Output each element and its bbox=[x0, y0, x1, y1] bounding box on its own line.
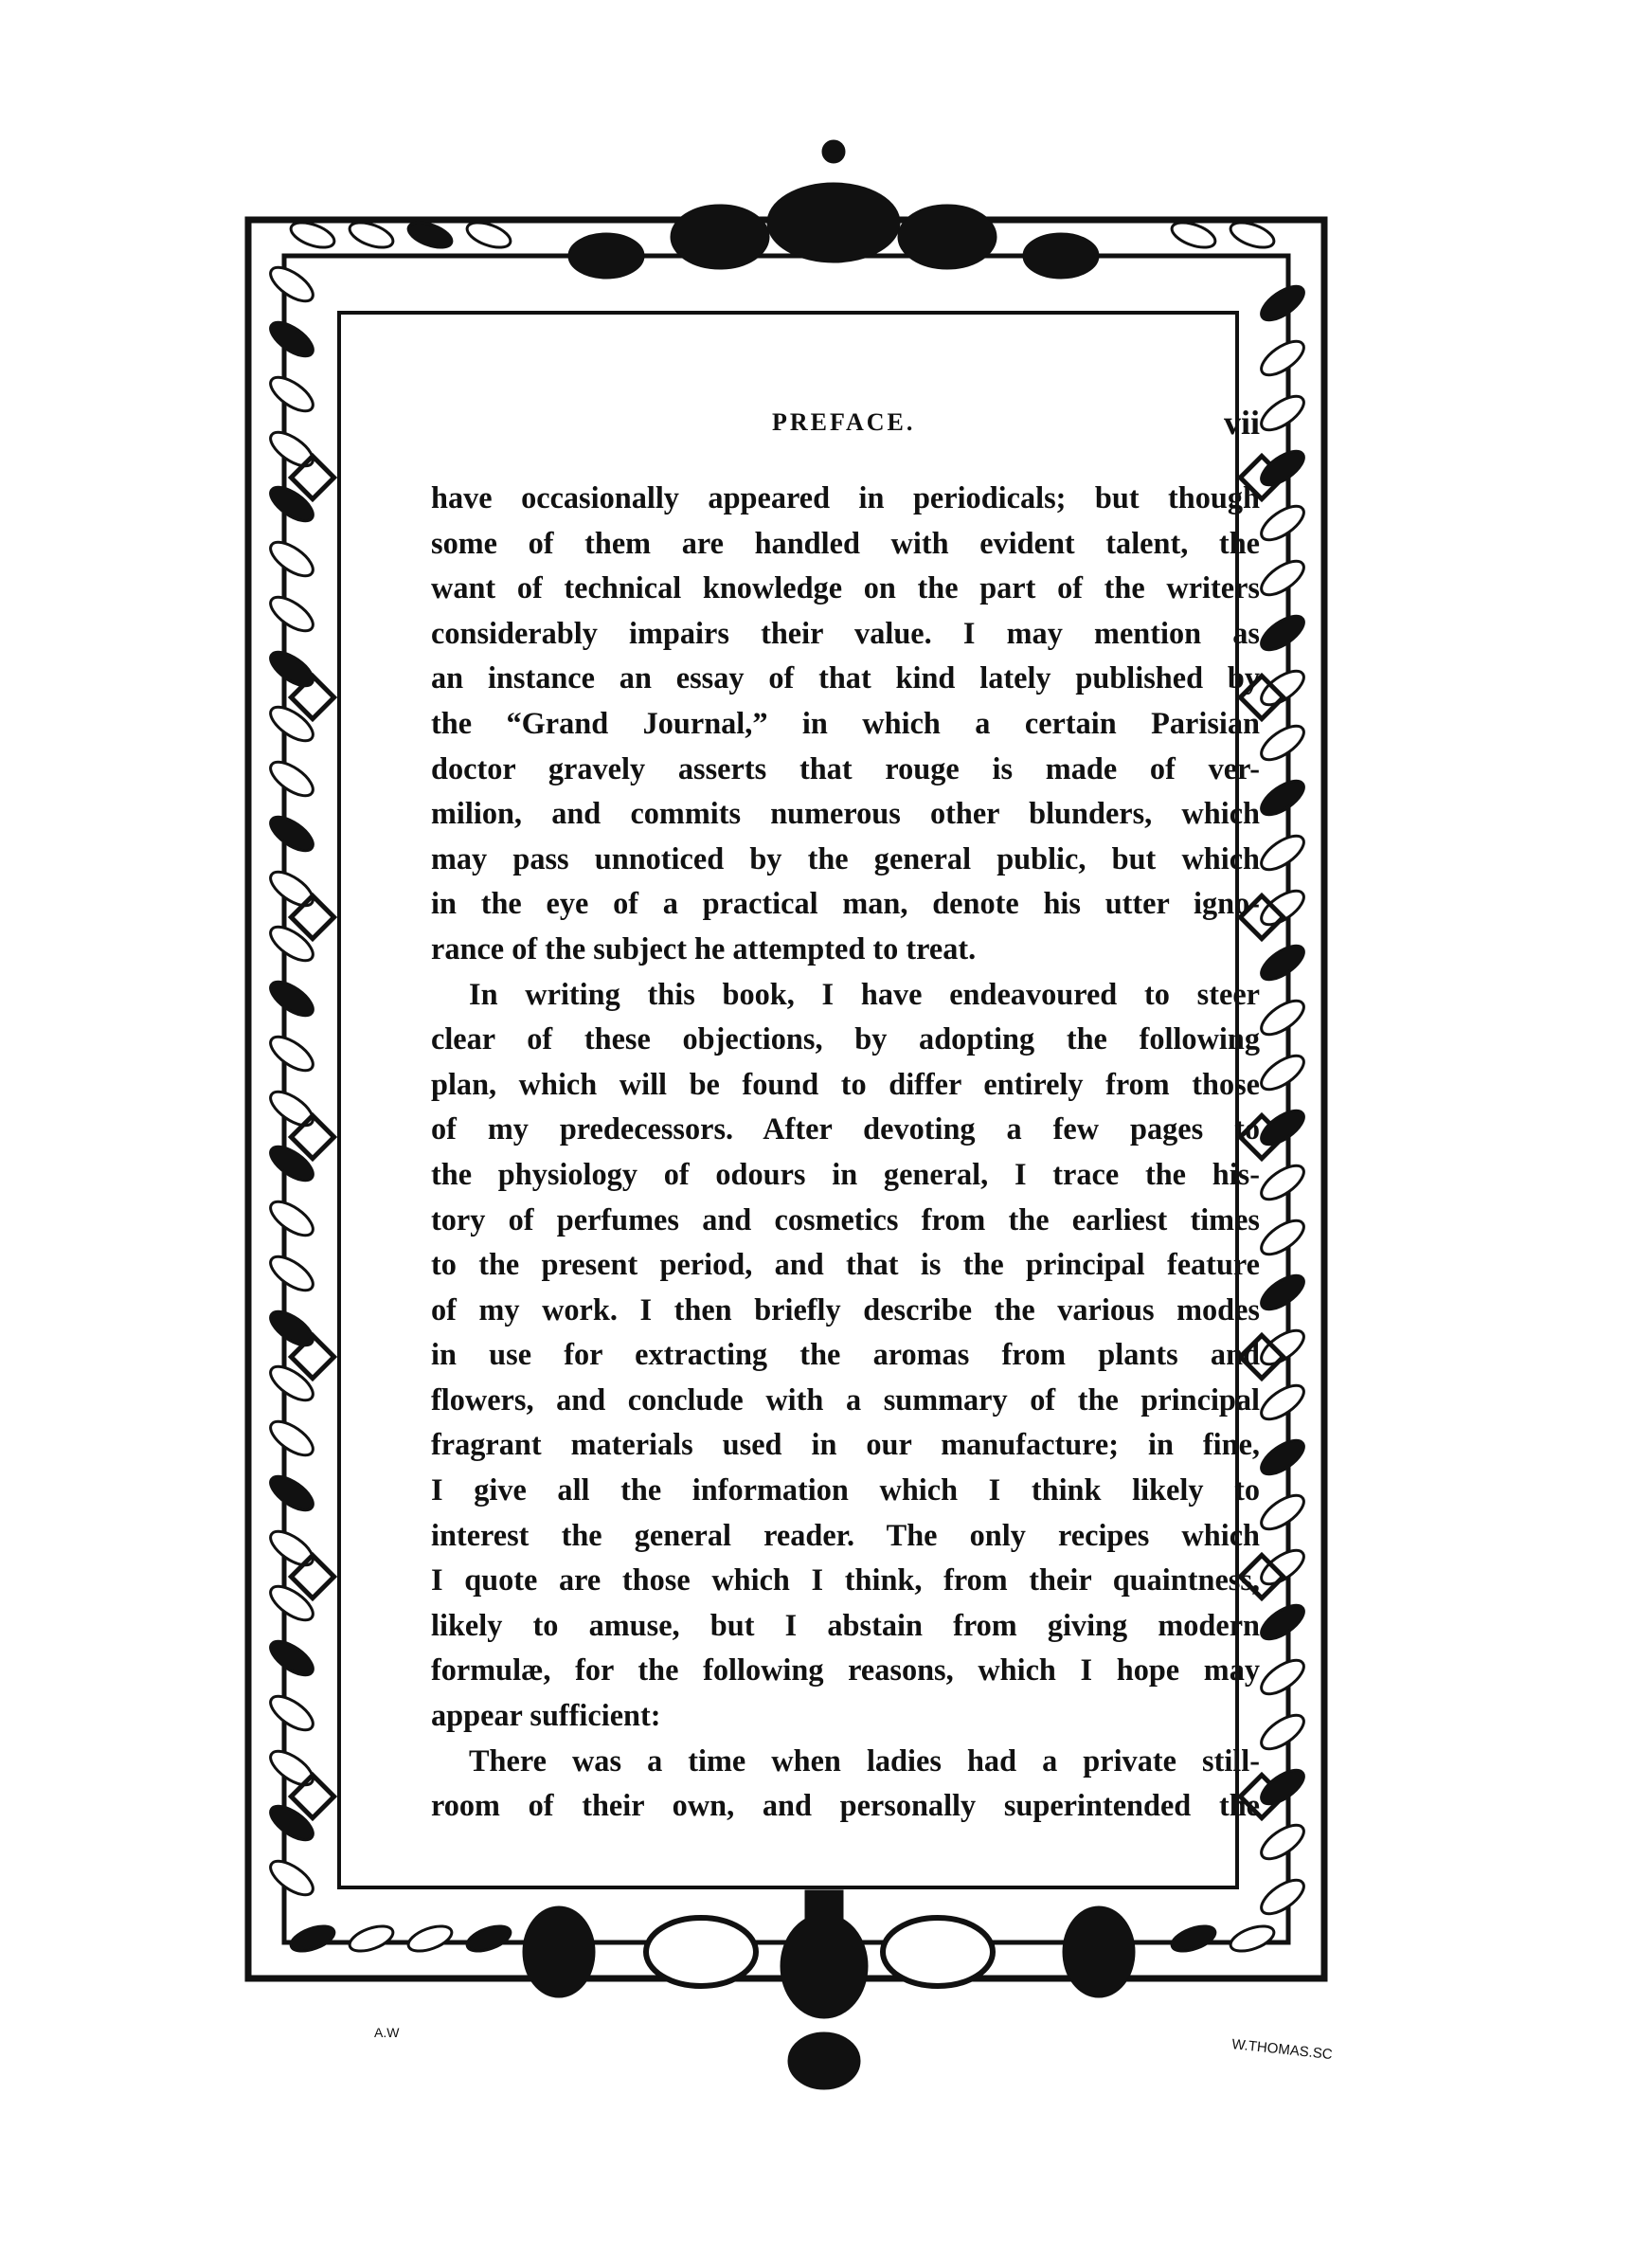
vine-leaf bbox=[265, 591, 318, 638]
paragraph-2 bbox=[431, 972, 1260, 1739]
vine-leaf bbox=[1256, 720, 1309, 767]
running-head-title: PREFACE. bbox=[772, 408, 916, 436]
vine-leaf bbox=[265, 921, 318, 967]
vine-leaf bbox=[265, 316, 318, 363]
vine-leaf bbox=[265, 646, 318, 693]
vine-leaf bbox=[1256, 1325, 1309, 1371]
vine-leaf bbox=[1256, 995, 1309, 1041]
text-line: doctor gravely asserts that rouge is made of ver- bbox=[431, 750, 1260, 785]
vine-leaf bbox=[1256, 885, 1309, 931]
vine-leaf bbox=[265, 866, 318, 912]
vine-leaf bbox=[1169, 1922, 1218, 1957]
text-line: I quote are those which I think, from their quaintness, bbox=[431, 1562, 1260, 1598]
page-number: vii bbox=[1223, 404, 1260, 442]
text-line: flowers, and conclude with a summary of the principal bbox=[431, 1381, 1260, 1417]
vine-leaf bbox=[464, 1922, 513, 1957]
vine-leaf bbox=[265, 1526, 318, 1572]
paragraph-3 bbox=[431, 1739, 1260, 1829]
vine-leaf bbox=[1256, 1270, 1309, 1316]
vine-leaf bbox=[1256, 1380, 1309, 1426]
vine-leaf bbox=[265, 262, 318, 308]
vine-leaf bbox=[1256, 555, 1309, 602]
vine-leaf bbox=[265, 1306, 318, 1352]
text-line: in use for extracting the aromas from plants and bbox=[431, 1337, 1260, 1372]
vine-leaf bbox=[265, 1031, 318, 1077]
vine-leaf bbox=[1256, 1819, 1309, 1866]
text-line: likely to amuse, but I abstain from giving modern bbox=[431, 1607, 1260, 1642]
vine-leaf bbox=[265, 1196, 318, 1242]
vine-leaf bbox=[1256, 665, 1309, 712]
text-line: the “Grand Journal,” in which a certain Parisian bbox=[431, 705, 1260, 740]
vine-leaf bbox=[1256, 1544, 1309, 1591]
vine-leaf bbox=[1256, 610, 1309, 657]
vine-leaf bbox=[1256, 1105, 1309, 1151]
vine-leaf bbox=[265, 1416, 318, 1462]
vine-leaf bbox=[1256, 1874, 1309, 1921]
vine-leaf bbox=[265, 756, 318, 803]
text-line: clear of these objections, by adopting the following bbox=[431, 1021, 1260, 1056]
text-line: the physiology of odours in general, I trace the his- bbox=[431, 1156, 1260, 1191]
vine-leaf bbox=[265, 1141, 318, 1187]
text-line: In writing this book, I have endeavoured to steer bbox=[469, 976, 1260, 1011]
vine-leaf bbox=[265, 1690, 318, 1737]
paragraph-1 bbox=[431, 476, 1260, 972]
text-line: tory of perfumes and cosmetics from the earliest times bbox=[431, 1201, 1260, 1237]
vine-leaf bbox=[347, 1922, 396, 1957]
running-head bbox=[431, 403, 1260, 450]
text-line: appear sufficient: bbox=[431, 1698, 661, 1733]
vine-leaf bbox=[1256, 830, 1309, 876]
bottom-urn-ornament bbox=[523, 1890, 1135, 2089]
vine-leaf bbox=[1256, 1050, 1309, 1096]
vine-leaf bbox=[265, 426, 318, 473]
text-line: considerably impairs their value. I may mention as bbox=[431, 615, 1260, 650]
text-line: rance of the subject he attempted to treat. bbox=[431, 930, 977, 966]
vine-leaf bbox=[265, 481, 318, 528]
vine-leaf bbox=[1256, 1599, 1309, 1646]
text-line: some of them are handled with evident talent, the bbox=[431, 525, 1260, 560]
vine-leaf bbox=[1256, 1764, 1309, 1811]
vine-leaf bbox=[1256, 445, 1309, 492]
text-line: There was a time when ladies had a private still- bbox=[469, 1742, 1260, 1778]
text-line: an instance an essay of that kind lately published by bbox=[431, 660, 1260, 695]
text-line: of my work. I then briefly describe the various modes bbox=[431, 1291, 1260, 1327]
vine-leaf bbox=[265, 1580, 318, 1627]
text-line: may pass unnoticed by the general public, but which bbox=[431, 840, 1260, 876]
vine-leaf bbox=[1256, 500, 1309, 547]
vine-leaf bbox=[265, 1855, 318, 1902]
text-line: interest the general reader. The only recipes which bbox=[431, 1517, 1260, 1552]
text-line: fragrant materials used in our manufacture; in fine, bbox=[431, 1427, 1260, 1462]
vine-leaf bbox=[1256, 1435, 1309, 1481]
body-text bbox=[431, 476, 1260, 1829]
text-line: I give all the information which I think likely to bbox=[431, 1472, 1260, 1508]
vine-leaf bbox=[1256, 1654, 1309, 1701]
vine-leaf bbox=[265, 1635, 318, 1682]
vine-leaf bbox=[265, 1251, 318, 1297]
vine-leaf bbox=[265, 1800, 318, 1847]
vine-leaf bbox=[288, 1922, 337, 1957]
vine-leaf bbox=[265, 701, 318, 748]
vine-leaf bbox=[405, 1922, 455, 1957]
vine-leaf bbox=[1256, 1160, 1309, 1206]
text-line: milion, and commits numerous other blunders, which bbox=[431, 796, 1260, 831]
text-line: formulæ, for the following reasons, which I hope may bbox=[431, 1652, 1260, 1688]
text-line: want of technical knowledge on the part of the writers bbox=[431, 570, 1260, 605]
engraver-signature-left: A.W bbox=[374, 2025, 400, 2040]
vine-leaf bbox=[265, 1745, 318, 1792]
vine-leaf bbox=[1256, 940, 1309, 986]
vine-leaf bbox=[265, 1361, 318, 1407]
text-line: room of their own, and personally superintended the bbox=[431, 1788, 1260, 1823]
text-line: in the eye of a practical man, denote his utter igno- bbox=[431, 886, 1260, 921]
text-line: have occasionally appeared in periodicals; but though bbox=[431, 480, 1260, 515]
vine-leaf bbox=[1256, 1215, 1309, 1261]
vine-leaf bbox=[265, 536, 318, 583]
vine-leaf bbox=[1256, 335, 1309, 382]
text-line: to the present period, and that is the principal feature bbox=[431, 1247, 1260, 1282]
vine-leaf bbox=[1256, 280, 1309, 327]
vine-leaf bbox=[1256, 775, 1309, 822]
vine-leaf bbox=[265, 811, 318, 858]
vine-leaf bbox=[1256, 390, 1309, 437]
engraver-signature-right: W.THOMAS.SC bbox=[1230, 2036, 1334, 2064]
vine-leaf bbox=[1228, 1922, 1277, 1957]
vine-leaf bbox=[265, 1086, 318, 1132]
vine-leaf bbox=[265, 371, 318, 418]
vine-leaf bbox=[1256, 1709, 1309, 1756]
text-line: of my predecessors. After devoting a few pages to bbox=[431, 1111, 1260, 1147]
text-line: plan, which will be found to differ entirely from those bbox=[431, 1066, 1260, 1101]
vine-leaf bbox=[265, 976, 318, 1022]
vine-leaf bbox=[1256, 1490, 1309, 1536]
vine-leaf bbox=[265, 1471, 318, 1517]
